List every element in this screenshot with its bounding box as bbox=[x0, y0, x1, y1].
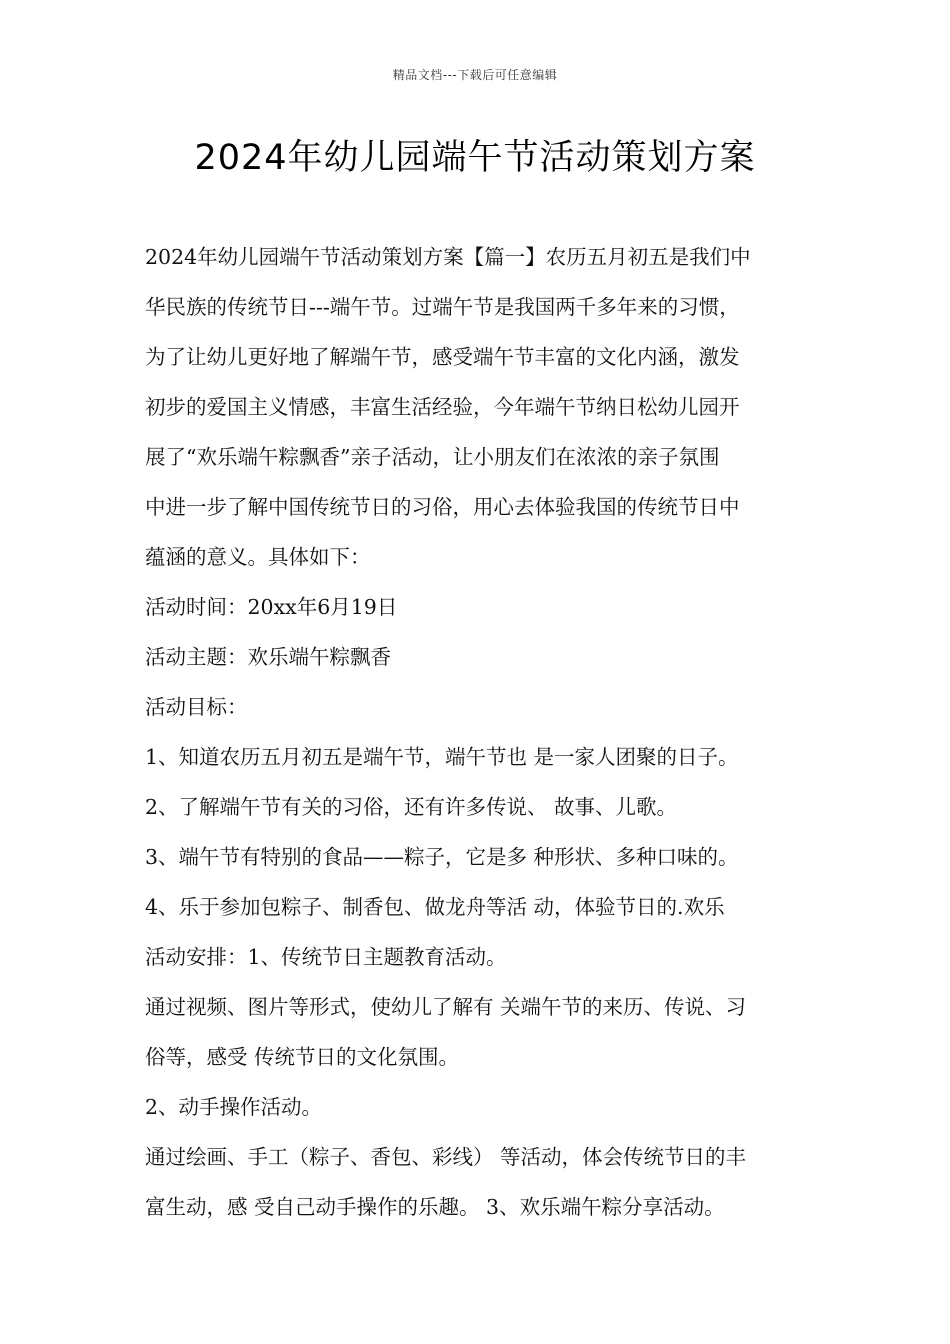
activity-time: 活动时间：20xx年6月19日 bbox=[145, 595, 398, 619]
header-note: 精品文档---下载后可任意编辑 bbox=[392, 68, 558, 82]
document-title: 2024年幼儿园端午节活动策划方案 bbox=[194, 138, 756, 178]
body-line: 中进一步了解中国传统节日的习俗，用心去体验我国的传统节日中 bbox=[145, 495, 740, 519]
body-line: 展了“欢乐端午粽飘香”亲子活动，让小朋友们在浓浓的亲子氛围 bbox=[145, 445, 720, 469]
body-line: 2024年幼儿园端午节活动策划方案【篇一】农历五月初五是我们中 bbox=[145, 245, 751, 269]
body-line: 通过视频、图片等形式，使幼儿了解有 关端午节的来历、传说、习 bbox=[145, 995, 747, 1019]
body-line: 华民族的传统节日---端午节。过端午节是我国两千多年来的习惯， bbox=[145, 295, 740, 319]
activity-arrangement: 活动安排：1、传统节日主题教育活动。 bbox=[145, 945, 507, 969]
body-line: 俗等，感受 传统节日的文化氛围。 bbox=[145, 1045, 460, 1069]
body-line: 初步的爱国主义情感，丰富生活经验，今年端午节纳日松幼儿园开 bbox=[145, 395, 740, 419]
body-line: 蕴涵的意义。具体如下： bbox=[145, 545, 371, 569]
body-line: 富生动，感 受自己动手操作的乐趣。 3、欢乐端午粽分享活动。 bbox=[145, 1195, 725, 1219]
activity-goals-heading: 活动目标： bbox=[145, 695, 248, 719]
goal-item: 2、了解端午节有关的习俗，还有许多传说、 故事、儿歌。 bbox=[145, 795, 678, 819]
goal-item: 4、乐于参加包粽子、制香包、做龙舟等活 动，体验节日的.欢乐 bbox=[145, 895, 725, 919]
arrangement-item: 2、动手操作活动。 bbox=[145, 1095, 323, 1119]
goal-item: 3、端午节有特别的食品——粽子，它是多 种形状、多种口味的。 bbox=[145, 845, 739, 869]
body-line: 为了让幼儿更好地了解端午节，感受端午节丰富的文化内涵，激发 bbox=[145, 345, 740, 369]
body-line: 通过绘画、手工（粽子、香包、彩线） 等活动，体会传统节日的丰 bbox=[145, 1145, 747, 1169]
activity-theme: 活动主题：欢乐端午粽飘香 bbox=[145, 645, 391, 669]
goal-item: 1、知道农历五月初五是端午节，端午节也 是一家人团聚的日子。 bbox=[145, 745, 739, 769]
document-body bbox=[145, 232, 810, 1232]
